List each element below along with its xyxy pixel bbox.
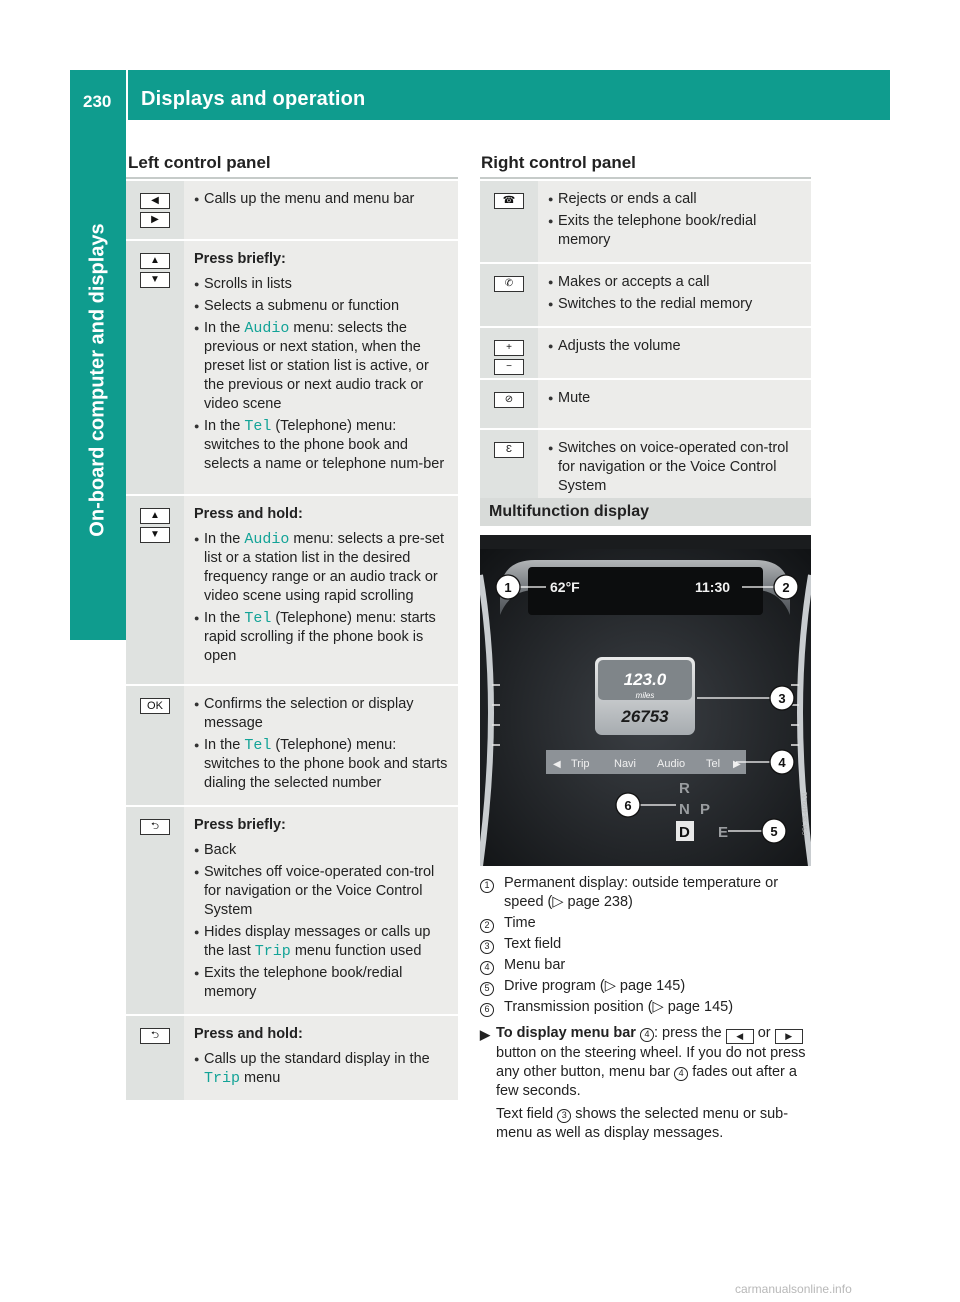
- bullet-list: [548, 337, 803, 356]
- gear-d: D: [679, 824, 690, 841]
- description-cell: [186, 496, 458, 684]
- legend-text: Text field: [504, 936, 562, 952]
- key-cell: [480, 264, 538, 326]
- description-cell: [540, 181, 811, 262]
- bullet-list: [548, 439, 803, 496]
- description-cell: [540, 430, 811, 508]
- right-control-row: [480, 380, 811, 428]
- list-item: ● Selects a submenu or function: [194, 297, 450, 316]
- menu-code: Trip: [204, 1070, 241, 1087]
- legend-text: Transmission position (▷ page 145): [504, 999, 734, 1015]
- button-key-icon: ▼: [140, 527, 170, 543]
- menu-item-navi: Navi: [614, 758, 637, 770]
- side-tab-label: On-board computer and displays: [86, 223, 109, 537]
- button-key-icon: −: [494, 359, 524, 375]
- instrument-cluster-photo: [480, 535, 811, 866]
- legend-text: Menu bar: [504, 957, 566, 973]
- key-cell: [480, 380, 538, 428]
- legend-text: Permanent display: outside temperature or speed (▷ page 238): [504, 875, 779, 910]
- list-item: ● Switches off voice-operated con-trol for navigation or the Voice Control System: [194, 863, 450, 920]
- list-item: ● Mute: [548, 389, 803, 408]
- list-item: ● In the Audio menu: selects a pre-set list or a station list in the desired frequency range or an audio track or video scene using rapid scrolling: [194, 530, 450, 606]
- right-control-table: [480, 181, 811, 510]
- legend-number: [480, 935, 504, 954]
- list-item: ● In the Tel (Telephone) menu: starts rapid scrolling if the phone book is open: [194, 609, 450, 666]
- svg-text:▶: ▶: [733, 759, 741, 770]
- key-cell: [126, 181, 184, 239]
- left-control-row: [126, 241, 458, 494]
- description-cell: [186, 181, 458, 239]
- legend-number-circle: 6: [480, 1003, 494, 1017]
- page-number: 230: [83, 92, 112, 111]
- key-cell: [126, 1016, 184, 1100]
- button-key-icon: ⮌: [140, 1028, 170, 1044]
- button-key-icon: ▶: [140, 212, 170, 228]
- left-control-table: [126, 181, 458, 1102]
- left-control-row: [126, 686, 458, 805]
- key-cell: [126, 241, 184, 494]
- multifunction-legend: [480, 874, 815, 1019]
- legend-number-circle: 3: [480, 940, 494, 954]
- list-item: ● Back: [194, 841, 450, 860]
- menu-code: Audio: [244, 320, 290, 337]
- bullet-list: [194, 1050, 450, 1088]
- legend-text: Time: [504, 915, 536, 931]
- description-cell: [540, 264, 811, 326]
- button-key-icon: ☎: [494, 193, 524, 209]
- legend-number-circle: 4: [480, 961, 494, 975]
- list-item: ● Adjusts the volume: [548, 337, 803, 356]
- legend-number: [480, 914, 504, 933]
- svg-text:◀: ◀: [553, 759, 561, 770]
- legend-number: [480, 998, 504, 1017]
- callout-6: 6: [624, 798, 632, 813]
- legend-item: [480, 956, 815, 975]
- right-control-row: [480, 430, 811, 508]
- figure-code: P54.33-4499-31: [803, 791, 809, 835]
- legend-item: [480, 874, 815, 912]
- button-key-icon: ⊘: [494, 392, 524, 408]
- right-control-row: [480, 181, 811, 262]
- button-key-icon: ⮌: [140, 819, 170, 835]
- menu-code: Trip: [254, 943, 291, 960]
- callout-3: 3: [778, 691, 786, 706]
- list-item: ● Switches to the redial memory: [548, 295, 803, 314]
- menu-code: Tel: [244, 737, 272, 754]
- list-item: ● Calls up the menu and menu bar: [194, 190, 450, 209]
- legend-item: [480, 998, 815, 1017]
- gear-r: R: [679, 780, 690, 797]
- list-item: ● Calls up the standard display in the Trip menu: [194, 1050, 450, 1088]
- button-key-icon: ▼: [140, 272, 170, 288]
- left-panel-title: Left control panel: [128, 153, 271, 172]
- menu-item-tel: Tel: [706, 758, 721, 770]
- instruction-arrow-icon: ▶: [480, 1027, 490, 1042]
- trip-value: 123.0: [623, 670, 667, 689]
- row-title: Press and hold:: [194, 1026, 303, 1042]
- instruction-ref-circle: 4: [640, 1028, 654, 1042]
- list-item: ● Exits the telephone book/redial memory: [194, 964, 450, 1002]
- list-item: ● In the Audio menu: selects the previous or next station, when the preset list or station list is active, or the previous or next audio track or video scene: [194, 319, 450, 414]
- button-key-icon: Ɛ: [494, 442, 524, 458]
- list-item: ● Confirms the selection or display message: [194, 695, 450, 733]
- button-key-icon: ▲: [140, 253, 170, 269]
- legend-number: [480, 874, 504, 912]
- legend-number-circle: 1: [480, 879, 494, 893]
- button-key-icon: OK: [140, 698, 170, 714]
- callout-4: 4: [778, 755, 786, 770]
- list-item: ● Scrolls in lists: [194, 275, 450, 294]
- instruction-block: ▶ To display menu bar 4 : press the ◀ or ▶ button on the steering wheel. If you do not press any other button, menu bar 4 fades out after a few seconds. Text field 3 shows the selected menu or sub-menu as well as display messages.: [480, 1025, 806, 1141]
- menu-item-audio: Audio: [657, 758, 686, 770]
- left-arrow-key-icon: ◀: [726, 1029, 754, 1044]
- callout-5: 5: [770, 824, 778, 839]
- list-item: ● Makes or accepts a call: [548, 273, 803, 292]
- button-key-icon: +: [494, 340, 524, 356]
- key-cell: [126, 807, 184, 1014]
- row-title: Press briefly:: [194, 817, 286, 833]
- left-panel-rule: [126, 177, 458, 179]
- menu-item-trip: Trip: [571, 758, 590, 770]
- legend-number: [480, 956, 504, 975]
- button-key-icon: ◀: [140, 193, 170, 209]
- legend-item: [480, 977, 815, 996]
- bullet-list: [194, 695, 450, 793]
- menu-code: Audio: [244, 531, 290, 548]
- legend-number: [480, 977, 504, 996]
- left-control-row: [126, 181, 458, 239]
- description-cell: [186, 807, 458, 1014]
- description-cell: [186, 1016, 458, 1100]
- right-arrow-key-icon: ▶: [775, 1029, 803, 1044]
- drive-program: E: [718, 824, 729, 841]
- watermark: carmanualsonline.info: [735, 1282, 852, 1296]
- list-item: ● Switches on voice-operated con-trol for navigation or the Voice Control System: [548, 439, 803, 496]
- odometer-value: 26753: [621, 707, 669, 726]
- description-cell: [540, 380, 811, 428]
- bullet-list: [548, 190, 803, 250]
- trip-unit: miles: [635, 691, 655, 700]
- legend-text: Drive program (▷ page 145): [504, 978, 686, 994]
- list-item: ● In the Tel (Telephone) menu: switches to the phone book and selects a name or telephone num-ber: [194, 417, 450, 474]
- gear-n: N: [679, 801, 690, 818]
- legend-number-circle: 5: [480, 982, 494, 996]
- list-item: ● Exits the telephone book/redial memory: [548, 212, 803, 250]
- callout-1: 1: [504, 580, 512, 595]
- header-divider: [126, 70, 128, 120]
- legend-item: [480, 935, 815, 954]
- right-control-row: [480, 328, 811, 378]
- description-cell: [540, 328, 811, 378]
- key-cell: [480, 328, 538, 378]
- list-item: ● Rejects or ends a call: [548, 190, 803, 209]
- bullet-list: [194, 275, 450, 474]
- right-panel-title: Right control panel: [481, 153, 636, 172]
- legend-number-circle: 2: [480, 919, 494, 933]
- key-cell: [480, 430, 538, 508]
- row-title: Press and hold:: [194, 506, 303, 522]
- bullet-list: [194, 190, 450, 209]
- list-item: ● In the Tel (Telephone) menu: switches to the phone book and starts dialing the selected number: [194, 736, 450, 793]
- bullet-list: [548, 389, 803, 408]
- left-control-row: [126, 496, 458, 684]
- bullet-list: [194, 841, 450, 1002]
- description-cell: [186, 686, 458, 805]
- bullet-list: [548, 273, 803, 314]
- key-cell: [126, 496, 184, 684]
- right-panel-rule: [480, 177, 811, 179]
- left-control-row: [126, 1016, 458, 1100]
- button-key-icon: ✆: [494, 276, 524, 292]
- button-key-icon: ▲: [140, 508, 170, 524]
- bullet-list: [194, 530, 450, 666]
- row-title: Press briefly:: [194, 251, 286, 267]
- time-readout: 11:30: [695, 579, 731, 595]
- callout-2: 2: [782, 580, 790, 595]
- legend-item: [480, 914, 815, 933]
- menu-code: Tel: [244, 418, 272, 435]
- list-item: ● Hides display messages or calls up the last Trip menu function used: [194, 923, 450, 961]
- page-title: Displays and operation: [141, 88, 366, 110]
- description-cell: [186, 241, 458, 494]
- left-control-row: [126, 807, 458, 1014]
- right-control-row: [480, 264, 811, 326]
- key-cell: [126, 686, 184, 805]
- temperature-readout: 62°F: [550, 579, 580, 595]
- multifunction-title: Multifunction display: [489, 503, 649, 520]
- menu-code: Tel: [244, 610, 272, 627]
- key-cell: [480, 181, 538, 262]
- instruction-title: To display menu bar: [496, 1025, 636, 1041]
- gear-p: P: [700, 801, 711, 818]
